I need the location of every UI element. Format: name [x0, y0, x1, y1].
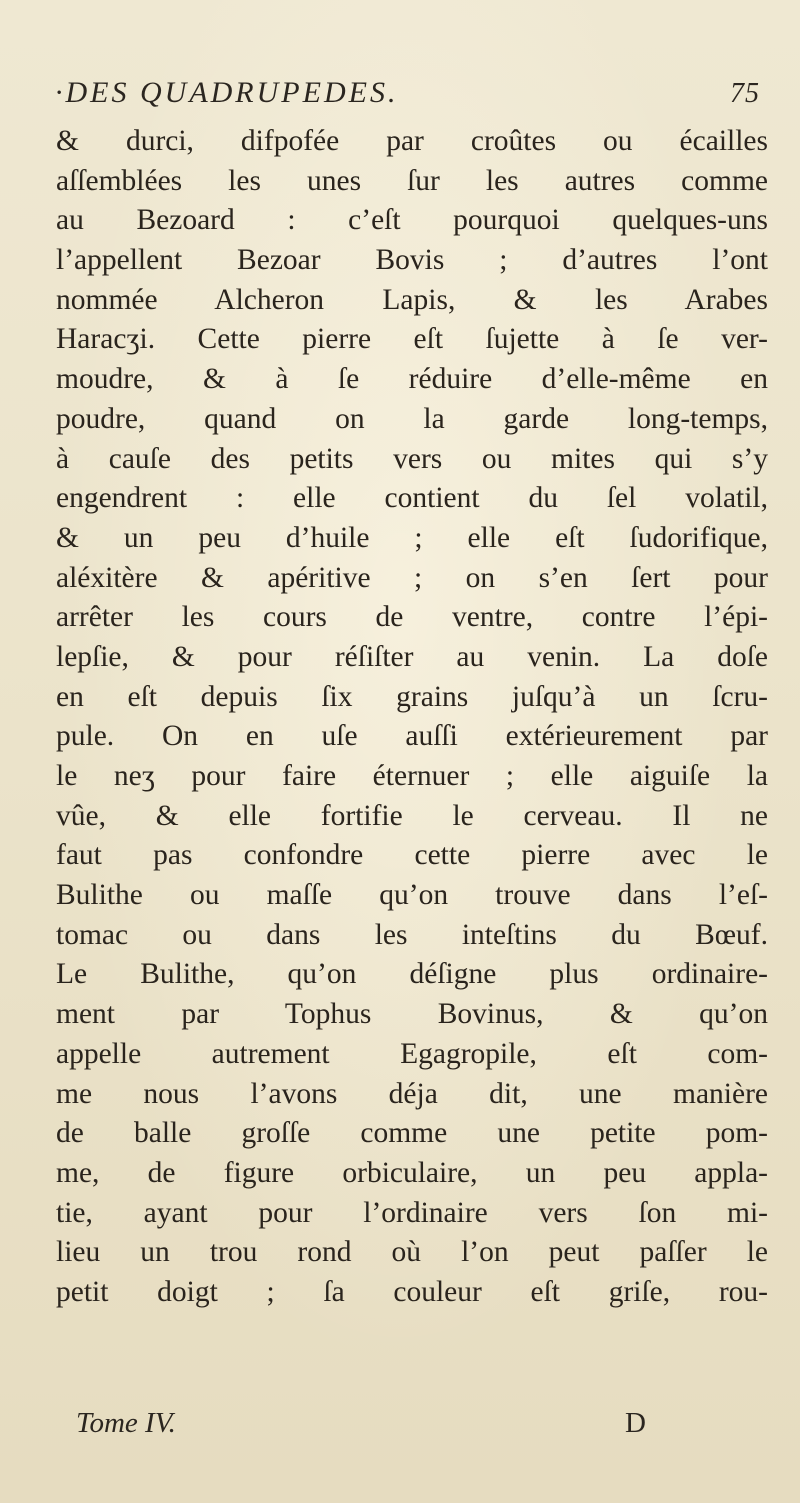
signature-mark: D [625, 1407, 646, 1439]
text-line: aſſemblées les unes ſur les autres comme [56, 164, 768, 197]
text-line: lepſie, & pour réſiſter au venin. La doſe [56, 640, 768, 673]
text-line: vûe, & elle fortifie le cerveau. Il ne [56, 799, 768, 832]
text-line: engendrent : elle contient du ſel volatil, [56, 482, 768, 515]
text-line: pule. On en uſe auſſi extérieurement par [56, 720, 768, 753]
text-line: me, de figure orbiculaire, un peu appla- [56, 1156, 768, 1189]
text-line: me nous l’avons déja dit, une manière [56, 1077, 768, 1110]
text-line: nommée Alcheron Lapis, & les Arabes [56, 283, 768, 316]
volume-label: Tome IV. [76, 1407, 176, 1439]
text-line: appelle autrement Egagropile, eſt com- [56, 1037, 768, 1070]
page-footer [76, 1407, 646, 1451]
text-line: moudre, & à ſe réduire d’elle-même en [56, 363, 768, 396]
text-line: lieu un trou rond où l’on peut paſſer le [56, 1236, 768, 1269]
text-line: en eſt depuis ſix grains juſqu’à un ſcru- [56, 680, 768, 713]
body-text [56, 122, 768, 1313]
text-line: Haracʒi. Cette pierre eſt ſujette à ſe ver- [56, 323, 768, 356]
text-line: arrêter les cours de ventre, contre l’épi- [56, 601, 768, 634]
text-line: tomac ou dans les inteſtins du Bœuf. [56, 918, 768, 951]
text-line: Le Bulithe, qu’on déſigne plus ordinaire- [56, 958, 768, 991]
text-line: ment par Tophus Bovinus, & qu’on [56, 998, 768, 1031]
text-line: de balle groſſe comme une petite pom- [56, 1117, 768, 1150]
text-line: l’appellent Bezoar Bovis ; d’autres l’ont [56, 244, 768, 277]
text-line: poudre, quand on la garde long-temps, [56, 402, 768, 435]
page-number: 75 [730, 78, 760, 109]
running-header [55, 66, 760, 116]
text-line: au Bezoard : c’eſt pourquoi quelques-uns [56, 204, 768, 237]
text-line: tie, ayant pour l’ordinaire vers ſon mi- [56, 1196, 768, 1229]
text-line: petit doigt ; ſa couleur eſt griſe, rou- [56, 1275, 768, 1308]
text-line: à cauſe des petits vers ou mites qui s’y [56, 442, 768, 475]
running-title: ·DES QUADRUPEDES. [55, 76, 399, 109]
text-line: aléxitère & apéritive ; on s’en ſert pour [56, 561, 768, 594]
text-line: faut pas confondre cette pierre avec le [56, 839, 768, 872]
text-line: & durci, difpofée par croûtes ou écailles [56, 125, 768, 157]
text-line: le neʒ pour faire éternuer ; elle aiguiſe la [56, 760, 768, 792]
text-line: & un peu d’huile ; elle eſt ſudorifique, [56, 521, 768, 554]
text-line: Bulithe ou maſſe qu’on trouve dans l’eſ- [56, 879, 768, 912]
